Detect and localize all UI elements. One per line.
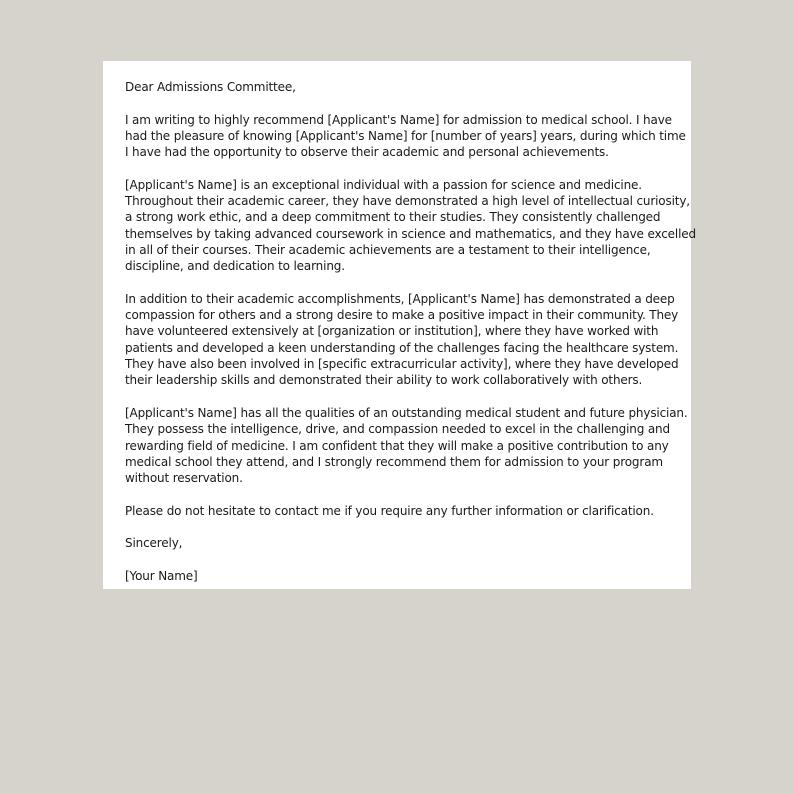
- text-line: without reservation.: [125, 471, 243, 486]
- text-line: themselves by taking advanced coursework in science and mathematics, and they have excelled: [125, 226, 696, 241]
- text-line: their leadership skills and demonstrated their ability to work collaboratively with others.: [125, 373, 643, 388]
- text-line: [Applicant's Name] is an exceptional individual with a passion for science and medicine.: [125, 177, 642, 192]
- letter-paragraph-4: [125, 405, 688, 486]
- letter-paragraph-2: [125, 177, 696, 275]
- text-line: Throughout their academic career, they have demonstrated a high level of intellectual curiosity,: [125, 194, 690, 209]
- text-line: medical school they attend, and I strongly recommend them for admission to your program: [125, 454, 663, 469]
- text-line: I have had the opportunity to observe their academic and personal achievements.: [125, 145, 609, 160]
- letter-page: [103, 61, 696, 589]
- text-line: They have also been involved in [specific extracurricular activity], where they have developed: [125, 357, 679, 372]
- text-line: They possess the intelligence, drive, and compassion needed to excel in the challenging and: [125, 422, 670, 437]
- letter-paragraph-3: [125, 291, 679, 389]
- text-line: rewarding field of medicine. I am confident that they will make a positive contribution to any: [125, 438, 669, 453]
- text-line: in all of their courses. Their academic achievements are a testament to their intelligence,: [125, 242, 651, 257]
- letter-greeting: Dear Admissions Committee,: [125, 80, 296, 94]
- text-line: Please do not hesitate to contact me if you require any further information or clarification.: [125, 503, 654, 518]
- text-line: [Applicant's Name] has all the qualities of an outstanding medical student and future physician.: [125, 405, 688, 420]
- text-line: I am writing to highly recommend [Applicant's Name] for admission to medical school. I have: [125, 112, 672, 127]
- text-line: have volunteered extensively at [organization or institution], where they have worked with: [125, 324, 659, 339]
- text-line: discipline, and dedication to learning.: [125, 259, 345, 274]
- letter-signature: [Your Name]: [125, 568, 198, 583]
- letter-paragraph-5: [125, 503, 669, 519]
- text-line: had the pleasure of knowing [Applicant's Name] for [number of years] years, during which time: [125, 128, 686, 143]
- text-line: patients and developed a keen understanding of the challenges facing the healthcare system.: [125, 340, 679, 355]
- letter-closing: Sincerely,: [125, 536, 183, 551]
- text-line: a strong work ethic, and a deep commitment to their studies. They consistently challenged: [125, 210, 661, 225]
- text-line: compassion for others and a strong desire to make a positive impact in their community. They: [125, 308, 679, 323]
- letter-paragraph-1: [125, 112, 686, 161]
- text-line: In addition to their academic accomplishments, [Applicant's Name] has demonstrated a deep: [125, 291, 675, 306]
